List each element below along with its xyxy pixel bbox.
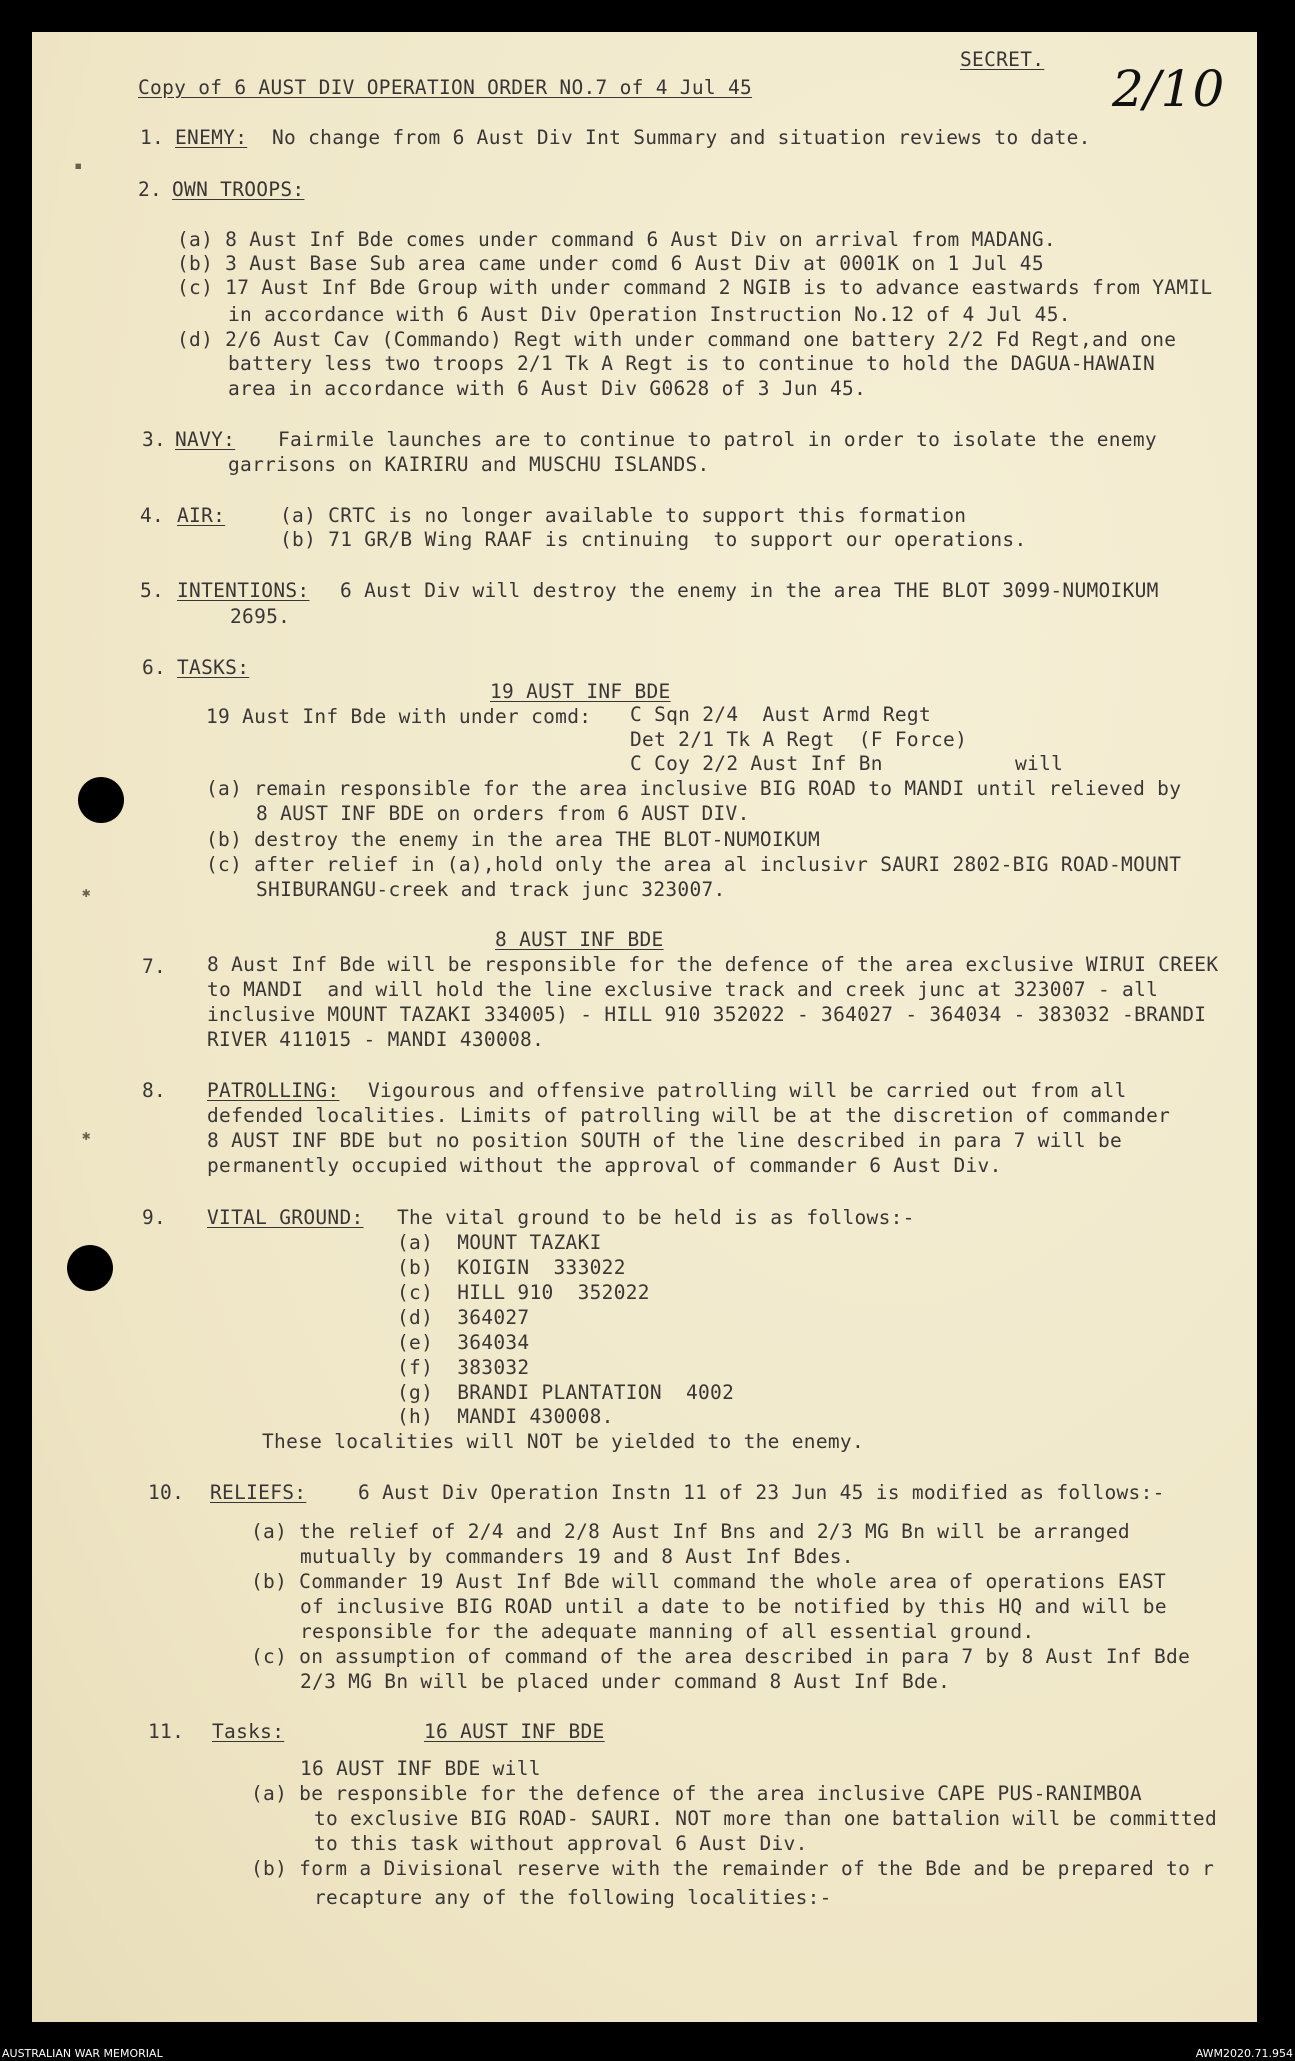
para-item: responsible for the adequate manning of all essential ground. bbox=[300, 1620, 1035, 1643]
para-item: battery less two troops 2/1 Tk A Regt is to continue to hold the DAGUA-HAWAIN bbox=[228, 352, 1156, 375]
para-heading: PATROLLING: bbox=[207, 1079, 340, 1102]
para-number: 3. bbox=[142, 428, 167, 451]
classification-label: SECRET. bbox=[960, 48, 1045, 71]
para-text: 19 Aust Inf Bde with under comd: bbox=[206, 705, 592, 728]
para-number: 1. bbox=[140, 126, 165, 149]
para-text: C Sqn 2/4 Aust Armd Regt bbox=[630, 703, 931, 726]
para-item: (b) 71 GR/B Wing RAAF is cntinuing to support our operations. bbox=[280, 528, 1027, 551]
vital-ground-item: (e) 364034 bbox=[397, 1331, 530, 1354]
vital-ground-item: (d) 364027 bbox=[397, 1306, 530, 1329]
para-number: 9. bbox=[142, 1206, 167, 1229]
para-text: garrisons on KAIRIRU and MUSCHU ISLANDS. bbox=[228, 453, 710, 476]
para-item: recapture any of the following localities:- bbox=[314, 1886, 832, 1909]
punch-hole bbox=[67, 1245, 113, 1291]
para-number: 6. bbox=[142, 656, 167, 679]
para-text: will bbox=[1015, 752, 1064, 775]
para-heading: RELIEFS: bbox=[210, 1481, 307, 1504]
para-item: (a) CRTC is no longer available to support this formation bbox=[280, 504, 967, 527]
para-text: Fairmile launches are to continue to patrol in order to isolate the enemy bbox=[278, 428, 1157, 451]
para-item: 8 AUST INF BDE on orders from 6 AUST DIV. bbox=[256, 802, 750, 825]
paper-mark: ✱ bbox=[82, 885, 91, 901]
para-heading: INTENTIONS: bbox=[177, 579, 310, 602]
para-text: 6 Aust Div Operation Instn 11 of 23 Jun 45 is modified as follows:- bbox=[358, 1481, 1165, 1504]
para-number: 10. bbox=[148, 1481, 185, 1504]
para-number: 7. bbox=[142, 955, 167, 978]
para-item: (b) destroy the enemy in the area THE BLOT-NUMOIKUM bbox=[206, 828, 821, 851]
para-text: Det 2/1 Tk A Regt (F Force) bbox=[630, 728, 968, 751]
vital-ground-item: (f) 383032 bbox=[397, 1356, 530, 1379]
para-text: Vigourous and offensive patrolling will be carried out from all bbox=[368, 1079, 1127, 1102]
vital-ground-item: (a) MOUNT TAZAKI bbox=[397, 1231, 602, 1254]
para-heading: OWN TROOPS: bbox=[172, 178, 305, 201]
para-text: 2695. bbox=[230, 605, 291, 628]
para-text: These localities will NOT be yielded to the enemy. bbox=[262, 1430, 864, 1453]
para-heading: Tasks: bbox=[212, 1720, 285, 1743]
para-item: (b) Commander 19 Aust Inf Bde will command the whole area of operations EAST bbox=[251, 1570, 1167, 1593]
para-heading: NAVY: bbox=[175, 428, 236, 451]
para-text: 8 AUST INF BDE but no position SOUTH of the line described in para 7 will be bbox=[207, 1129, 1123, 1152]
document-title: Copy of 6 AUST DIV OPERATION ORDER NO.7 of 4 Jul 45 bbox=[138, 76, 753, 99]
para-number: 4. bbox=[140, 504, 165, 527]
sub-heading: 8 AUST INF BDE bbox=[495, 928, 664, 951]
para-item: to exclusive BIG ROAD- SAURI. NOT more than one battalion will be committed bbox=[314, 1807, 1217, 1830]
para-item: (a) remain responsible for the area inclusive BIG ROAD to MANDI until relieved by bbox=[206, 777, 1182, 800]
folio-number: 2/10 bbox=[1112, 60, 1225, 118]
para-heading: AIR: bbox=[177, 504, 226, 527]
para-text: 8 Aust Inf Bde will be responsible for the defence of the area exclusive WIRUI CREEK bbox=[207, 953, 1219, 976]
para-heading: TASKS: bbox=[177, 656, 250, 679]
para-item: SHIBURANGU-creek and track junc 323007. bbox=[256, 878, 726, 901]
para-heading: ENEMY: bbox=[175, 126, 248, 149]
vital-ground-item: (c) HILL 910 352022 bbox=[397, 1281, 650, 1304]
para-text: RIVER 411015 - MANDI 430008. bbox=[207, 1028, 545, 1051]
para-heading: VITAL GROUND: bbox=[207, 1206, 364, 1229]
vital-ground-item: (b) KOIGIN 333022 bbox=[397, 1256, 626, 1279]
paper-mark: ▪ bbox=[74, 158, 83, 174]
para-item: (a) the relief of 2/4 and 2/8 Aust Inf Bns and 2/3 MG Bn will be arranged bbox=[251, 1520, 1130, 1543]
para-item: (b) 3 Aust Base Sub area came under comd 6 Aust Div at 0001K on 1 Jul 45 bbox=[177, 252, 1044, 275]
para-item: (c) on assumption of command of the area described in para 7 by 8 Aust Inf Bde bbox=[251, 1645, 1191, 1668]
para-text: C Coy 2/2 Aust Inf Bn bbox=[630, 752, 883, 775]
para-text: No change from 6 Aust Div Int Summary and situation reviews to date. bbox=[272, 126, 1091, 149]
sub-heading: 19 AUST INF BDE bbox=[490, 680, 671, 703]
vital-ground-item: (h) MANDI 430008. bbox=[397, 1405, 614, 1428]
para-item: (a) 8 Aust Inf Bde comes under command 6 Aust Div on arrival from MADANG. bbox=[177, 228, 1056, 251]
vital-ground-item: (g) BRANDI PLANTATION 4002 bbox=[397, 1381, 735, 1404]
para-text: defended localities. Limits of patrolling will be at the discretion of commander bbox=[207, 1104, 1171, 1127]
para-text: The vital ground to be held is as follows:- bbox=[397, 1206, 915, 1229]
para-item: to this task without approval 6 Aust Div. bbox=[314, 1832, 808, 1855]
archive-credit: AUSTRALIAN WAR MEMORIAL bbox=[2, 2047, 163, 2060]
para-item: (a) be responsible for the defence of the area inclusive CAPE PUS-RANIMBOA bbox=[251, 1782, 1142, 1805]
para-text: 16 AUST INF BDE will bbox=[300, 1757, 541, 1780]
para-text: 6 Aust Div will destroy the enemy in the area THE BLOT 3099-NUMOIKUM bbox=[340, 579, 1159, 602]
para-item: (c) after relief in (a),hold only the area al inclusivr SAURI 2802-BIG ROAD-MOUNT bbox=[206, 853, 1182, 876]
para-number: 8. bbox=[142, 1079, 167, 1102]
para-number: 2. bbox=[138, 178, 163, 201]
sub-heading: 16 AUST INF BDE bbox=[424, 1720, 605, 1743]
para-item: 2/3 MG Bn will be placed under command 8 Aust Inf Bde. bbox=[300, 1670, 951, 1693]
para-item: (c) 17 Aust Inf Bde Group with under command 2 NGIB is to advance eastwards from YAMIL bbox=[177, 276, 1213, 299]
para-item: in accordance with 6 Aust Div Operation Instruction No.12 of 4 Jul 45. bbox=[228, 303, 1071, 326]
punch-hole bbox=[78, 777, 124, 823]
paper-mark: ✱ bbox=[82, 1128, 91, 1144]
para-item: (d) 2/6 Aust Cav (Commando) Regt with under command one battery 2/2 Fd Regt,and one bbox=[177, 328, 1177, 351]
para-text: permanently occupied without the approval of commander 6 Aust Div. bbox=[207, 1154, 1002, 1177]
para-item: area in accordance with 6 Aust Div G0628 of 3 Jun 45. bbox=[228, 377, 867, 400]
para-number: 5. bbox=[140, 579, 165, 602]
para-text: inclusive MOUNT TAZAKI 334005) - HILL 910 352022 - 364027 - 364034 - 383032 -BRANDI bbox=[207, 1003, 1207, 1026]
para-item: mutually by commanders 19 and 8 Aust Inf Bdes. bbox=[300, 1545, 854, 1568]
para-item: of inclusive BIG ROAD until a date to be notified by this HQ and will be bbox=[300, 1595, 1167, 1618]
para-item: (b) form a Divisional reserve with the remainder of the Bde and be prepared to r bbox=[251, 1857, 1215, 1880]
archive-reference: AWM2020.71.954 bbox=[1195, 2047, 1293, 2060]
para-text: to MANDI and will hold the line exclusive track and creek junc at 323007 - all bbox=[207, 978, 1159, 1001]
para-number: 11. bbox=[148, 1720, 185, 1743]
